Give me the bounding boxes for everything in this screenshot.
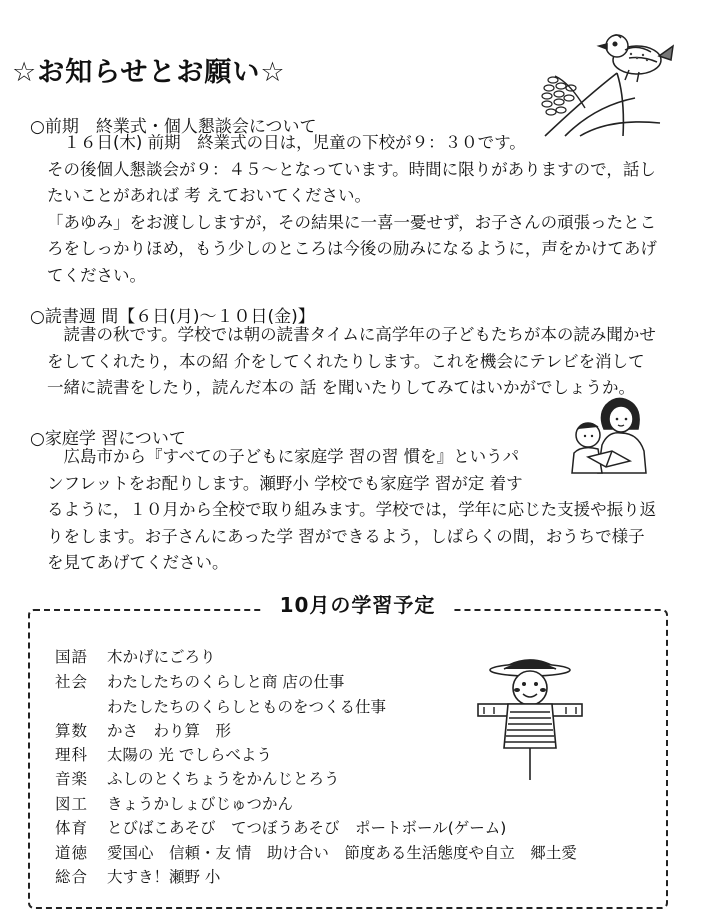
section-heading-closing-ceremony: ○前期 終業式・個人懇談会について bbox=[30, 117, 317, 137]
schedule-subject: 国語 bbox=[55, 648, 89, 666]
body-line: たいことがあれば 考 えておいてください。 bbox=[47, 186, 371, 205]
schedule-subject: 理科 bbox=[55, 746, 89, 764]
body-line: 一緒に読書をしたり，読んだ本の 話 を聞いたりしてみてはいかがでしょうか。 bbox=[47, 378, 635, 397]
schedule-content: きょうかしょびじゅつかん bbox=[107, 795, 294, 813]
schedule-content: 太陽の 光 でしらべよう bbox=[107, 746, 272, 764]
body-line: 広島市から『すべての子どもに家庭学 習の習 慣を』というパ bbox=[47, 447, 520, 466]
schedule-subject: 図工 bbox=[55, 795, 89, 813]
schedule-row bbox=[55, 767, 340, 791]
schedule-content: 木かげにごろり bbox=[107, 648, 216, 666]
page-title: ☆お知らせとお願い☆ bbox=[12, 57, 286, 88]
body-line: 「あゆみ」をお渡ししますが，その結果に一喜一憂せず，お子さんの頑張ったとこ bbox=[47, 212, 657, 232]
schedule-row bbox=[55, 670, 344, 694]
body-line: りをします。お子さんにあった学 習ができるよう，しばらくの間，おうちで様子 bbox=[47, 526, 645, 546]
parent-child-reading-icon bbox=[568, 395, 658, 475]
schedule-subject: 社会 bbox=[55, 673, 89, 691]
schedule-subject: 総合 bbox=[55, 868, 89, 886]
body-line: てください。 bbox=[47, 265, 146, 285]
body-line: ンフレットをお配りします。瀬野小 学校でも家庭学 習が定 着す bbox=[47, 473, 523, 493]
schedule-content: わたしたちのくらしと商 店の仕事 bbox=[107, 673, 345, 691]
schedule-title bbox=[0, 589, 715, 618]
schedule-subject: 道徳 bbox=[55, 844, 89, 862]
body-line: るように，１０月から全校で取り組みます。学校では，学年に応じた支援や振り返 bbox=[47, 500, 657, 519]
section-body-reading-week bbox=[47, 322, 656, 402]
section-heading-reading-week: ○読書週 間【６日(月)～１０日(金)】 bbox=[30, 307, 315, 327]
body-line: 読書の秋です。学校では朝の読書タイムに高学年の子どもたちが本の読み聞かせ bbox=[47, 325, 656, 344]
body-line: １６日(木) 前期 終業式の日は，児童の下校が９：３０です。 bbox=[47, 133, 526, 152]
bird-on-rice-icon bbox=[525, 28, 675, 138]
body-line: ろをしっかりほめ，もう少しのところは今後の励みになるように，声をかけてあげ bbox=[47, 239, 657, 258]
body-line: を見てあげてください。 bbox=[47, 553, 229, 572]
scarecrow-icon bbox=[470, 652, 590, 782]
schedule-content: 愛国心 信頼・友 情 助け合い 節度ある生活態度や自立 郷土愛 bbox=[107, 844, 577, 862]
schedule-content: 大すき！瀬野 小 bbox=[107, 868, 221, 886]
schedule-row bbox=[55, 841, 577, 865]
schedule-row bbox=[55, 719, 231, 743]
section-heading-home-study: ○家庭学 習について bbox=[30, 429, 186, 449]
section-body-home-study bbox=[47, 444, 656, 577]
schedule-subject: 算数 bbox=[55, 722, 89, 740]
schedule-row bbox=[55, 792, 293, 816]
schedule-row bbox=[55, 743, 272, 767]
schedule-subject: 音楽 bbox=[55, 770, 89, 788]
schedule-row bbox=[55, 645, 216, 669]
schedule-content: とびばこあそび てつぼうあそび ポートボール(ゲーム) bbox=[107, 819, 507, 837]
schedule-row bbox=[55, 695, 386, 719]
section-body-closing-ceremony bbox=[47, 130, 657, 289]
schedule-subject: 体育 bbox=[55, 819, 89, 837]
schedule-title-text: 10月の学習予定 bbox=[264, 593, 452, 617]
body-line: をしてくれたり，本の紹 介をしてくれたりします。これを機会にテレビを消して bbox=[47, 351, 645, 371]
body-line: その後個人懇談会が９：４５～となっています。時間に限りがありますので，話し bbox=[47, 159, 656, 179]
schedule-content: かさ わり算 形 bbox=[107, 722, 232, 740]
schedule-content: わたしたちのくらしとものをつくる仕事 bbox=[107, 698, 387, 716]
schedule-row bbox=[55, 816, 506, 840]
schedule-row bbox=[55, 865, 220, 889]
schedule-content: ふしのとくちょうをかんじとろう bbox=[107, 770, 340, 788]
